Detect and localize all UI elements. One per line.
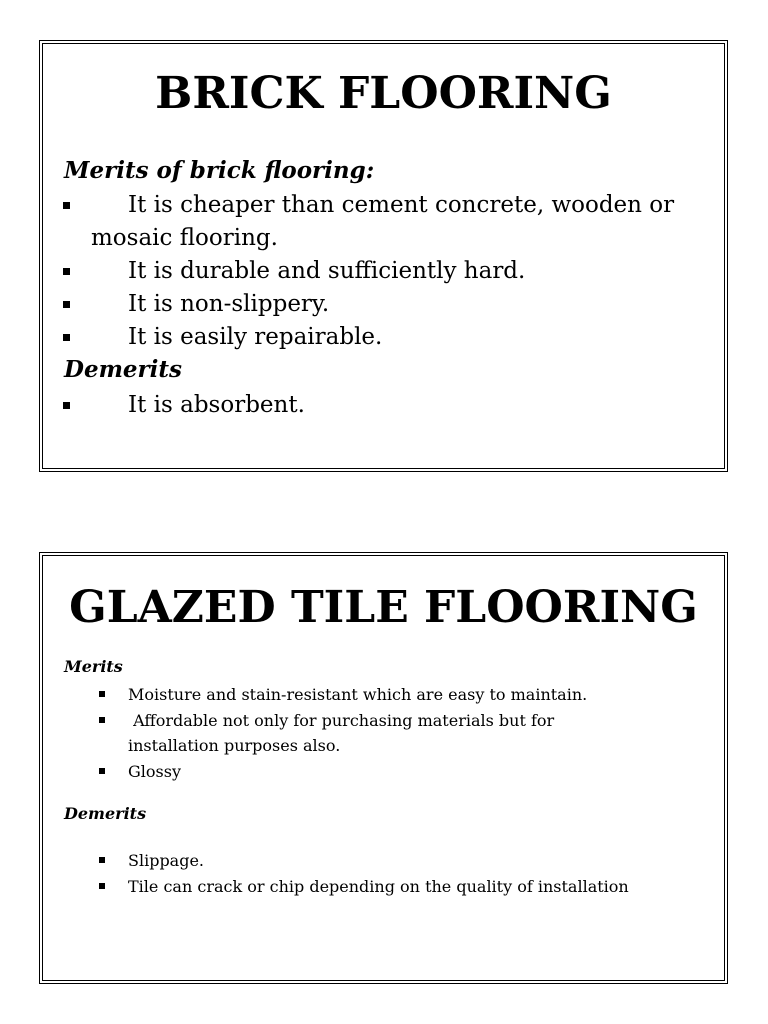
merits-list bbox=[43, 682, 726, 784]
list-item-text-continued: installation purposes also. bbox=[128, 736, 341, 755]
list-item-text: It is durable and sufficiently hard. bbox=[128, 258, 526, 284]
list-item bbox=[43, 708, 726, 759]
list-item-text: Slippage. bbox=[128, 851, 205, 870]
square-bullet-icon bbox=[99, 857, 105, 863]
square-bullet-icon bbox=[99, 883, 105, 889]
list-item bbox=[43, 848, 726, 874]
card-title: BRICK FLOORING bbox=[155, 68, 612, 119]
list-item-text: It is absorbent. bbox=[128, 392, 305, 418]
list-item bbox=[43, 321, 726, 354]
list-item-text: It is easily repairable. bbox=[128, 324, 383, 350]
square-bullet-icon bbox=[63, 202, 70, 209]
square-bullet-icon bbox=[63, 402, 70, 409]
merits-list bbox=[43, 189, 726, 354]
square-bullet-icon bbox=[63, 334, 70, 341]
brick-flooring-card bbox=[42, 43, 725, 469]
list-item bbox=[43, 759, 726, 785]
list-item-text-continued: mosaic flooring. bbox=[91, 225, 278, 251]
list-item-text: Glossy bbox=[128, 761, 181, 781]
demerits-list bbox=[43, 389, 726, 422]
list-item-text: It is non-slippery. bbox=[128, 291, 330, 317]
card-title: GLAZED TILE FLOORING bbox=[69, 582, 698, 633]
merits-heading: Merits of brick flooring: bbox=[64, 157, 375, 184]
list-item bbox=[43, 255, 726, 288]
list-item bbox=[43, 288, 726, 321]
demerits-heading: Demerits bbox=[64, 804, 147, 823]
list-item bbox=[43, 682, 726, 708]
list-item-text: Tile can crack or chip depending on the quality of installation bbox=[128, 876, 629, 896]
square-bullet-icon bbox=[63, 301, 70, 308]
list-item bbox=[43, 389, 726, 422]
list-item-text: Affordable not only for purchasing materials but for bbox=[128, 710, 555, 730]
square-bullet-icon bbox=[99, 717, 105, 723]
square-bullet-icon bbox=[99, 768, 105, 774]
list-item bbox=[43, 189, 726, 255]
demerits-list bbox=[43, 848, 726, 899]
list-item-text: Moisture and stain-resistant which are easy to maintain. bbox=[128, 685, 588, 704]
square-bullet-icon bbox=[99, 691, 105, 697]
list-item-text: It is cheaper than cement concrete, wooden or bbox=[128, 192, 675, 218]
square-bullet-icon bbox=[63, 268, 70, 275]
demerits-heading: Demerits bbox=[64, 356, 182, 383]
list-item bbox=[43, 874, 726, 900]
glazed-tile-flooring-card bbox=[42, 555, 725, 981]
merits-heading: Merits bbox=[64, 657, 123, 676]
